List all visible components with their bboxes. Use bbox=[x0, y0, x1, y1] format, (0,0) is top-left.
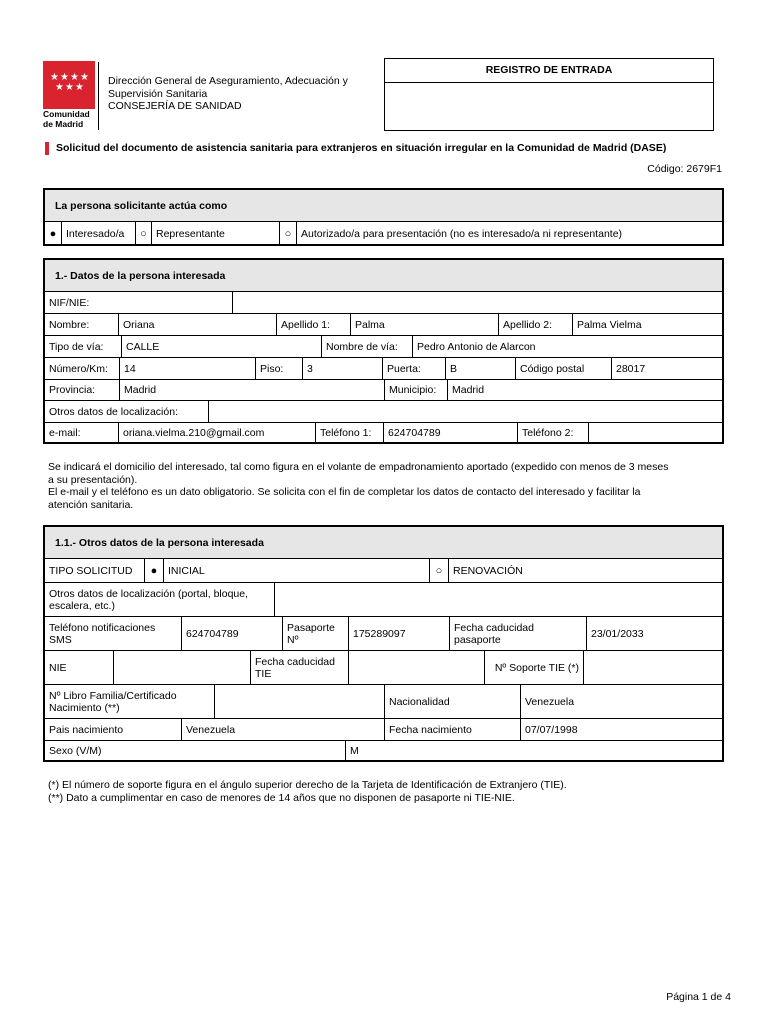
footnotes bbox=[48, 779, 724, 804]
star-icon: ★ bbox=[70, 72, 79, 83]
cadtie-label bbox=[251, 651, 349, 685]
note-line: Se indicará el domicilio del interesado, tal como figura en el volante de empadronamiento aportado (expedido con menos de 3 meses bbox=[48, 461, 669, 473]
cadtie-label-line1: Fecha caducidad bbox=[255, 655, 335, 668]
municipio-field[interactable]: Madrid bbox=[448, 380, 723, 401]
otros-loc2-label-line1: Otros datos de localización (portal, bloque, bbox=[49, 587, 249, 600]
datos-header-table bbox=[44, 259, 723, 292]
soporte-label: Nº Soporte TIE (*) bbox=[485, 651, 584, 685]
piso-field[interactable]: 3 bbox=[303, 358, 383, 380]
header-divider bbox=[98, 62, 99, 130]
sms-label-line1: Teléfono notificaciones bbox=[49, 621, 156, 634]
document-code: Código: 2679F1 bbox=[647, 163, 722, 175]
domicilio-notes bbox=[48, 461, 724, 511]
label-representante: Representante bbox=[152, 222, 280, 246]
nacionalidad-field[interactable]: Venezuela bbox=[521, 685, 723, 719]
page-number: Página 1 de 4 bbox=[666, 991, 731, 1003]
radio-interesado[interactable]: ● bbox=[45, 222, 62, 246]
pasaporte-field[interactable]: 175289097 bbox=[349, 617, 450, 651]
soporte-field[interactable] bbox=[584, 651, 723, 685]
cadtie-label-line2: TIE bbox=[255, 667, 272, 680]
sexo-row bbox=[44, 740, 723, 762]
otros-loc2-label-line2: escalera, etc.) bbox=[49, 599, 115, 612]
sms-field[interactable]: 624704789 bbox=[182, 617, 283, 651]
tipovia-label: Tipo de vía: bbox=[45, 336, 122, 358]
star-icon: ★ bbox=[60, 72, 69, 83]
solicitante-header: La persona solicitante actúa como bbox=[45, 190, 723, 222]
document-title: Solicitud del documento de asistencia sanitaria para extranjeros en situación irregular en la Comunidad de Madrid (DASE) bbox=[56, 142, 667, 154]
label-renovacion: RENOVACIÓN bbox=[449, 559, 723, 583]
star-icon: ★ bbox=[65, 82, 74, 93]
note-line: El e-mail y el teléfono es un dato obligatorio. Se solicita con el fin de completar los datos de contacto del interesado y facilitar la bbox=[48, 486, 641, 498]
cadtie-field[interactable] bbox=[349, 651, 485, 685]
tipo-solicitud-row bbox=[44, 558, 723, 583]
note-line: atención sanitaria. bbox=[48, 498, 134, 511]
otros-loc-label: Otros datos de localización: bbox=[45, 401, 209, 423]
note-line: a su presentación). bbox=[48, 473, 138, 486]
libro-label-line2: Nacimiento (**) bbox=[49, 701, 120, 714]
municipio-label: Municipio: bbox=[385, 380, 448, 401]
nombre-row bbox=[44, 313, 723, 336]
sms-row bbox=[44, 616, 723, 651]
pasaporte-label bbox=[283, 617, 349, 651]
nif-row bbox=[44, 291, 723, 314]
apellido2-field[interactable]: Palma Vielma bbox=[573, 314, 723, 336]
sexo-field[interactable]: M bbox=[346, 741, 723, 762]
nie-label: NIE bbox=[45, 651, 114, 685]
provincia-label: Provincia: bbox=[45, 380, 120, 401]
nombre-label: Nombre: bbox=[45, 314, 119, 336]
nie-row bbox=[44, 650, 723, 685]
cadpas-label bbox=[450, 617, 587, 651]
cp-field[interactable]: 28017 bbox=[612, 358, 723, 380]
tipo-solicitud-label: TIPO SOLICITUD bbox=[45, 559, 145, 583]
fechanac-field[interactable]: 07/07/1998 bbox=[521, 719, 723, 741]
cadpas-label-line1: Fecha caducidad bbox=[454, 621, 534, 634]
tel1-label: Teléfono 1: bbox=[316, 423, 384, 444]
tipovia-field[interactable]: CALLE bbox=[122, 336, 322, 358]
label-autorizado: Autorizado/a para presentación (no es interesado/a ni representante) bbox=[297, 222, 723, 246]
label-inicial: INICIAL bbox=[164, 559, 430, 583]
email-row bbox=[44, 422, 723, 444]
apellido1-field[interactable]: Palma bbox=[351, 314, 499, 336]
star-icon: ★ bbox=[80, 72, 89, 83]
footnote-soporte: (*) El número de soporte figura en el ángulo superior derecho de la Tarjeta de Identificación de Extranjero (TIE). bbox=[48, 779, 567, 791]
radio-representante[interactable]: ○ bbox=[136, 222, 152, 246]
registro-entrada-box bbox=[384, 58, 714, 131]
email-label: e-mail: bbox=[45, 423, 119, 444]
numero-label: Número/Km: bbox=[45, 358, 120, 380]
comunidad-madrid-logo-flag bbox=[43, 61, 95, 109]
star-icon: ★ bbox=[55, 82, 64, 93]
nif-field[interactable] bbox=[233, 292, 723, 314]
email-field[interactable]: oriana.vielma.210@gmail.com bbox=[119, 423, 316, 444]
fechanac-label: Fecha nacimiento bbox=[385, 719, 521, 741]
otros-loc2-field[interactable] bbox=[275, 583, 723, 617]
piso-label: Piso: bbox=[256, 358, 303, 380]
logo-text-line1: Comunidad bbox=[43, 109, 90, 119]
cp-label: Código postal bbox=[516, 358, 612, 380]
label-interesado: Interesado/a bbox=[62, 222, 136, 246]
radio-inicial[interactable]: ● bbox=[145, 559, 164, 583]
otros-loc-field[interactable] bbox=[209, 401, 723, 423]
nombrevia-label: Nombre de vía: bbox=[322, 336, 413, 358]
org-line2: Supervisión Sanitaria bbox=[108, 87, 208, 100]
tel1-field[interactable]: 624704789 bbox=[384, 423, 518, 444]
provincia-row bbox=[44, 379, 723, 401]
otros-header-table bbox=[44, 526, 723, 559]
footnote-libro: (**) Dato a cumplimentar en caso de menores de 14 años que no disponen de pasaporte ni TIE-NIE. bbox=[48, 791, 515, 804]
nacionalidad-label: Nacionalidad bbox=[385, 685, 521, 719]
logo-text-line2: de Madrid bbox=[43, 118, 84, 129]
libro-label-line1: Nº Libro Familia/Certificado bbox=[49, 689, 177, 702]
otros-loc2-label bbox=[45, 583, 275, 617]
puerta-label: Puerta: bbox=[383, 358, 446, 380]
puerta-field[interactable]: B bbox=[446, 358, 516, 380]
star-icon: ★ bbox=[50, 72, 59, 83]
otros-loc2-row bbox=[44, 582, 723, 617]
sexo-label: Sexo (V/M) bbox=[45, 741, 346, 762]
apellido1-label: Apellido 1: bbox=[277, 314, 351, 336]
solicitante-table bbox=[44, 189, 723, 246]
via-row bbox=[44, 335, 723, 358]
pasaporte-label-line2: Nº bbox=[287, 633, 299, 646]
libro-row bbox=[44, 684, 723, 719]
pasaporte-label-line1: Pasaporte bbox=[287, 621, 335, 634]
nif-label: NIF/NIE: bbox=[45, 292, 233, 314]
paisnac-row bbox=[44, 718, 723, 741]
libro-field[interactable] bbox=[215, 685, 385, 719]
otros-header: 1.1.- Otros datos de la persona interesada bbox=[45, 527, 723, 559]
org-line3: CONSEJERÍA DE SANIDAD bbox=[108, 100, 242, 112]
registro-entrada-title: REGISTRO DE ENTRADA bbox=[385, 59, 713, 83]
numero-field[interactable]: 14 bbox=[120, 358, 256, 380]
organization-name bbox=[108, 75, 378, 113]
provincia-field[interactable]: Madrid bbox=[120, 380, 385, 401]
star-icon: ★ bbox=[75, 82, 84, 93]
otros-loc-row bbox=[44, 400, 723, 423]
sms-label bbox=[45, 617, 182, 651]
nombrevia-field[interactable]: Pedro Antonio de Alarcon bbox=[413, 336, 723, 358]
cadpas-field[interactable]: 23/01/2033 bbox=[587, 617, 723, 651]
radio-renovacion[interactable]: ○ bbox=[430, 559, 449, 583]
nie-field[interactable] bbox=[114, 651, 251, 685]
tel2-field[interactable] bbox=[589, 423, 723, 444]
numero-row bbox=[44, 357, 723, 380]
libro-label bbox=[45, 685, 215, 719]
datos-header: 1.- Datos de la persona interesada bbox=[45, 260, 723, 292]
paisnac-field[interactable]: Venezuela bbox=[182, 719, 385, 741]
org-line1: Dirección General de Aseguramiento, Adecuación y bbox=[108, 75, 348, 87]
cadpas-label-line2: pasaporte bbox=[454, 633, 501, 646]
tel2-label: Teléfono 2: bbox=[518, 423, 589, 444]
title-marker bbox=[45, 142, 49, 155]
logo-text bbox=[43, 110, 90, 129]
apellido2-label: Apellido 2: bbox=[499, 314, 573, 336]
nombre-field[interactable]: Oriana bbox=[119, 314, 277, 336]
paisnac-label: Pais nacimiento bbox=[45, 719, 182, 741]
sms-label-line2: SMS bbox=[49, 633, 72, 646]
radio-autorizado[interactable]: ○ bbox=[280, 222, 297, 246]
